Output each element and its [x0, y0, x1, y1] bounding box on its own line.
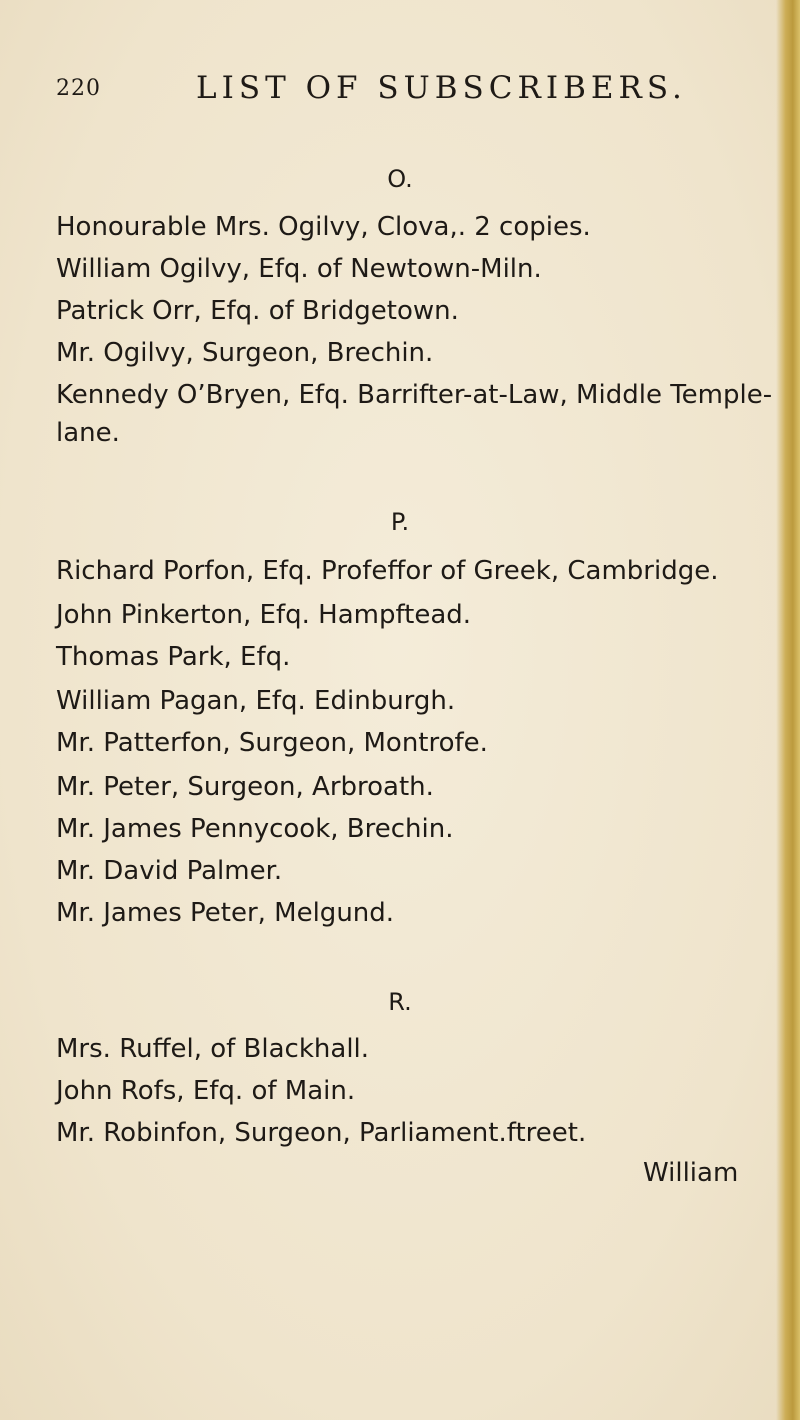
- subscriber-entry: Mrs. Ruffel, of Blackhall.: [56, 1034, 370, 1064]
- subscriber-entry: John Rofs, Efq. of Main.: [56, 1076, 356, 1106]
- section-letter-o: O.: [387, 165, 413, 193]
- section-letter-r: R.: [388, 988, 412, 1016]
- subscriber-entry: Mr. Peter, Surgeon, Arbroath.: [56, 772, 434, 802]
- subscriber-entry: Honourable Mrs. Ogilvy, Clova,. 2 copies.: [56, 212, 591, 242]
- subscriber-entry: William Pagan, Efq. Edinburgh.: [56, 686, 456, 716]
- running-header: [56, 70, 696, 120]
- section-letter-p: P.: [390, 508, 410, 536]
- subscriber-entry: Mr. Ogilvy, Surgeon, Brechin.: [56, 338, 434, 368]
- subscriber-entry: Patrick Orr, Efq. of Bridgetown.: [56, 296, 459, 326]
- running-title: LIST OF SUBSCRIBERS.: [196, 70, 687, 106]
- subscriber-entry: Mr. Robinfon, Surgeon, Parliament.ftreet.: [56, 1118, 587, 1148]
- subscriber-entry: Mr. James Pennycook, Brechin.: [56, 814, 454, 844]
- subscriber-entry: Thomas Park, Efq.: [56, 642, 291, 672]
- page-number: 220: [56, 76, 101, 101]
- subscriber-entry: William Ogilvy, Efq. of Newtown-Miln.: [56, 254, 542, 284]
- subscriber-entry: Kennedy O’Bryen, Efq. Barrifter-at-Law, Middle Temple-: [56, 380, 773, 410]
- subscriber-entry-continuation: lane.: [56, 418, 120, 448]
- subscriber-entry: Richard Porfon, Efq. Profeffor of Greek, Cambridge.: [56, 556, 719, 586]
- subscriber-entry: Mr. Patterfon, Surgeon, Montrofe.: [56, 728, 488, 758]
- subscriber-entry: Mr. David Palmer.: [56, 856, 283, 886]
- page-edge: [776, 0, 800, 1420]
- subscriber-entry: Mr. James Peter, Melgund.: [56, 898, 395, 928]
- catchword: William: [643, 1158, 739, 1188]
- subscriber-entry: John Pinkerton, Efq. Hampftead.: [56, 600, 472, 630]
